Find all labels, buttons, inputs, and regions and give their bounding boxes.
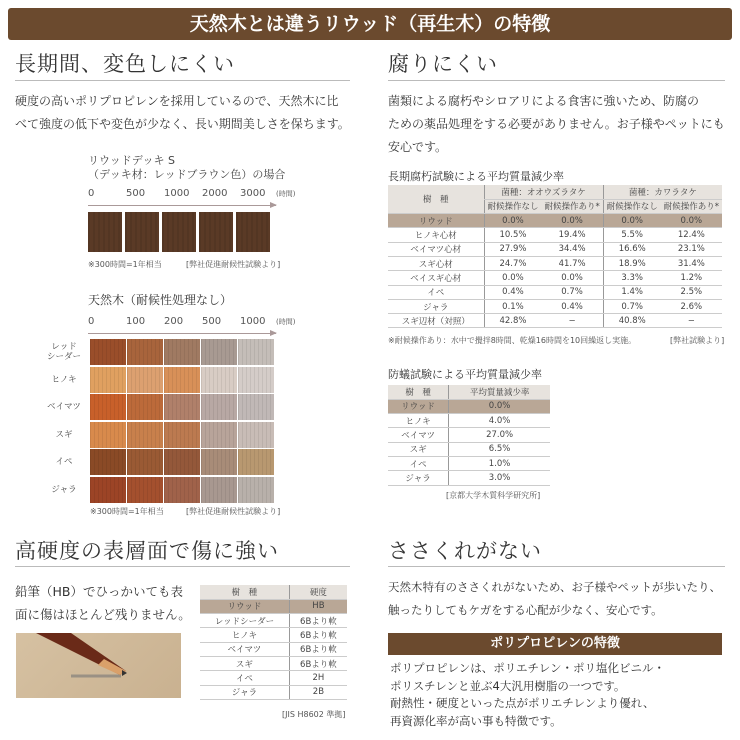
wood-sample — [90, 422, 126, 448]
wood-sample — [238, 449, 274, 475]
polypropylene-banner: ポリプロピレンの特徴 — [388, 633, 722, 655]
table-cell: ジャラ — [200, 685, 289, 699]
species-label: スギ — [55, 429, 73, 440]
tick-label: 100 — [126, 316, 146, 327]
deck-swatch — [199, 212, 233, 252]
wood-sample — [127, 422, 163, 448]
table-cell: 18.9% — [603, 256, 660, 270]
table-row — [200, 671, 347, 685]
section-text — [388, 576, 721, 622]
table-row — [388, 456, 550, 470]
table-cell: 24.7% — [484, 256, 541, 270]
section-heading-splinter: ささくれがない — [388, 539, 542, 563]
table-cell: 31.4% — [661, 256, 722, 270]
wood-sample — [90, 367, 126, 393]
wood-sample — [201, 339, 237, 365]
table-cell: ベイマツ — [200, 642, 289, 656]
table-cell: 0.0% — [449, 399, 550, 413]
table-cell: 2B — [289, 685, 347, 699]
text-line: ポリスチレンと並ぶ4大汎用樹脂の一つです。 — [390, 678, 626, 693]
natural-source: [弊社促進耐候性試験より] — [186, 507, 281, 516]
hardness-source: [JIS H8602 準拠] — [282, 710, 346, 719]
column-header: 樹 種 — [200, 585, 289, 599]
table-cell: 16.6% — [603, 242, 660, 256]
table-cell: ベイマツ — [388, 428, 449, 442]
table-row — [388, 228, 722, 242]
table-cell: スギ — [200, 656, 289, 670]
table-row — [388, 471, 550, 485]
divider — [15, 80, 350, 81]
table-row — [200, 599, 347, 613]
wood-sample — [201, 477, 237, 503]
table-cell: ヒノキ — [200, 628, 289, 642]
wood-sample — [127, 367, 163, 393]
termite-table — [388, 385, 550, 486]
wood-sample — [164, 422, 200, 448]
text-line: 触ったりしてもケガをする心配が少なく、安心です。 — [388, 603, 663, 617]
table-cell: リウッド — [388, 399, 449, 413]
section-text — [15, 90, 350, 136]
pencil-icon — [16, 633, 181, 698]
table-cell: 23.1% — [661, 242, 722, 256]
table-cell: 0.1% — [484, 299, 541, 313]
table-cell: HB — [289, 599, 347, 613]
table-cell: 2.5% — [661, 285, 722, 299]
wood-sample — [238, 422, 274, 448]
wood-sample — [90, 394, 126, 420]
table-cell: 1.4% — [603, 285, 660, 299]
deck-title-line: （デッキ材：レッドブラウン色）の場合 — [88, 168, 286, 181]
table-cell: リウッド — [200, 599, 289, 613]
table-cell: 27.9% — [484, 242, 541, 256]
table-cell: 0.0% — [603, 214, 660, 228]
wood-sample — [238, 477, 274, 503]
table-row — [388, 285, 722, 299]
table-cell: 6Bより軟 — [289, 642, 347, 656]
text-line: 鉛筆（HB）でひっかいても表 — [15, 584, 183, 599]
table-cell: 0.0% — [541, 214, 603, 228]
wood-sample — [127, 339, 163, 365]
table-cell: 12.4% — [661, 228, 722, 242]
table-row — [200, 656, 347, 670]
wood-sample — [127, 394, 163, 420]
table-row — [388, 271, 722, 285]
arrow-icon — [88, 333, 276, 334]
table-cell: 1.0% — [449, 456, 550, 470]
natural-note: ※300時間=1年相当 — [90, 507, 164, 516]
table-row — [388, 242, 722, 256]
table-row — [388, 299, 722, 313]
table-row — [388, 399, 550, 413]
table-cell: 0.4% — [484, 285, 541, 299]
column-header: 樹 種 — [388, 185, 484, 214]
text-line: べて強度の低下や変色が少なく、長い期間美しさを保ちます。 — [15, 117, 350, 131]
table-cell: 0.4% — [541, 299, 603, 313]
table-cell: ヒノキ — [388, 414, 449, 428]
divider — [388, 80, 725, 81]
table-cell: 6Bより軟 — [289, 656, 347, 670]
column-group-header: 菌種：カワラタケ — [603, 185, 722, 199]
wood-sample — [201, 367, 237, 393]
table-cell: 19.4% — [541, 228, 603, 242]
text-line: 面に傷はほとんど残りません。 — [15, 607, 191, 622]
wood-sample — [164, 394, 200, 420]
table-cell: 6Bより軟 — [289, 628, 347, 642]
table-cell: 2.6% — [661, 299, 722, 313]
wood-sample — [164, 367, 200, 393]
tick-label: 1000 — [240, 316, 266, 327]
tick-label: 3000 — [240, 188, 266, 199]
table-cell: 0.0% — [661, 214, 722, 228]
table-row — [388, 214, 722, 228]
table-cell: 10.5% — [484, 228, 541, 242]
table-cell: 27.0% — [449, 428, 550, 442]
deck-swatch — [236, 212, 270, 252]
decay-note: ※耐候操作あり：水中で攪拌8時間、乾燥16時間を10回繰返し実施。 — [388, 336, 637, 345]
unit-label: (時間) — [276, 190, 296, 198]
wood-sample — [201, 394, 237, 420]
tick-label: 0 — [88, 188, 95, 199]
table-cell: 1.2% — [661, 271, 722, 285]
table-cell: イペ — [388, 285, 484, 299]
table-cell: − — [661, 314, 722, 328]
table-cell: 34.4% — [541, 242, 603, 256]
column-header: 耐候操作なし — [603, 199, 660, 213]
species-label: ジャラ — [51, 484, 77, 495]
pencil-image — [16, 633, 181, 698]
decay-source: [弊社試験より] — [670, 336, 725, 345]
species-label: ヒノキ — [51, 374, 77, 385]
species-label: イペ — [55, 457, 73, 467]
wood-sample — [238, 367, 274, 393]
table-cell: 4.0% — [449, 414, 550, 428]
deck-time-axis — [88, 188, 298, 202]
table-cell: 0.0% — [484, 271, 541, 285]
table-cell: 0.0% — [484, 214, 541, 228]
tick-label: 1000 — [164, 188, 190, 199]
table-cell: レッドシーダー — [200, 614, 289, 628]
table-row — [388, 442, 550, 456]
table-cell: イペ — [388, 456, 449, 470]
section-heading-discoloration: 長期間、変色しにくい — [15, 52, 235, 76]
decay-table-title: 長期腐朽試験による平均質量減少率 — [388, 170, 564, 183]
column-header: 耐候操作あり* — [541, 199, 603, 213]
section-heading-rot: 腐りにくい — [388, 52, 498, 76]
table-row — [388, 414, 550, 428]
title-banner: 天然木とは違うリウッド（再生木）の特徴 — [8, 8, 732, 40]
wood-sample — [201, 449, 237, 475]
table-row — [388, 314, 722, 328]
column-group-header: 菌種：オオウズラタケ — [484, 185, 603, 199]
table-row — [200, 642, 347, 656]
table-cell: 6.5% — [449, 442, 550, 456]
deck-swatch — [88, 212, 122, 252]
table-cell: ベイマツ心材 — [388, 242, 484, 256]
column-header: 硬度 — [289, 585, 347, 599]
table-cell: イペ — [200, 671, 289, 685]
wood-sample — [164, 449, 200, 475]
wood-sample — [127, 477, 163, 503]
unit-label: (時間) — [276, 318, 296, 326]
table-row — [388, 256, 722, 270]
table-cell: 5.5% — [603, 228, 660, 242]
termite-table-title: 防蟻試験による平均質量減少率 — [388, 368, 542, 381]
column-header: 耐候操作あり* — [661, 199, 722, 213]
tick-label: 500 — [126, 188, 146, 199]
text-line: 硬度の高いポリプロピレンを採用しているので、天然木に比 — [15, 94, 339, 108]
table-row — [200, 614, 347, 628]
table-cell: ジャラ — [388, 299, 484, 313]
species-label: ベイマツ — [47, 402, 81, 412]
table-cell: 42.8% — [484, 314, 541, 328]
wood-sample — [201, 422, 237, 448]
table-cell: 2H — [289, 671, 347, 685]
table-cell: 0.0% — [541, 271, 603, 285]
table-cell: 0.7% — [541, 285, 603, 299]
wood-sample — [164, 339, 200, 365]
table-cell: 41.7% — [541, 256, 603, 270]
divider — [15, 566, 350, 567]
wood-sample — [90, 477, 126, 503]
termite-source: [京都大学木質科学研究所] — [446, 491, 541, 500]
table-row — [200, 685, 347, 699]
table-cell: 6Bより軟 — [289, 614, 347, 628]
text-line: ための薬品処理をする必要がありません。お子様やペットにも — [388, 117, 725, 131]
hardness-table — [200, 585, 347, 700]
text-line: 菌類による腐朽やシロアリによる食害に強いため、防腐の — [388, 94, 700, 108]
natural-time-axis — [88, 316, 298, 330]
table-cell: リウッド — [388, 214, 484, 228]
deck-swatch — [125, 212, 159, 252]
decay-table — [388, 185, 722, 328]
section-heading-hardness: 高硬度の表層面で傷に強い — [15, 539, 279, 563]
table-cell: ジャラ — [388, 471, 449, 485]
polypropylene-text — [390, 660, 665, 730]
text-line: 耐熱性・硬度といった点がポリエチレンより優れ、 — [390, 696, 655, 710]
column-header: 樹 種 — [388, 385, 449, 399]
arrow-icon — [88, 205, 276, 206]
table-cell: 0.7% — [603, 299, 660, 313]
table-cell: スギ — [388, 442, 449, 456]
table-cell: スギ辺材（対照） — [388, 314, 484, 328]
text-line: 天然木特有のささくれがないため、お子様やペットが歩いたり、 — [388, 580, 722, 594]
tick-label: 500 — [202, 316, 222, 327]
wood-sample — [90, 339, 126, 365]
table-cell: 3.0% — [449, 471, 550, 485]
deck-title-line: リウッドデッキ S — [88, 154, 176, 167]
table-cell: 3.3% — [603, 271, 660, 285]
tick-label: 200 — [164, 316, 184, 327]
table-cell: − — [541, 314, 603, 328]
wood-sample — [164, 477, 200, 503]
table-cell: 40.8% — [603, 314, 660, 328]
deck-note: ※300時間=1年相当 — [88, 260, 162, 269]
text-line: 安心です。 — [388, 140, 448, 154]
deck-source: [弊社促進耐候性試験より] — [186, 260, 281, 269]
deck-swatch — [162, 212, 196, 252]
natural-wood-title: 天然木（耐候性処理なし） — [88, 293, 233, 307]
wood-sample — [238, 394, 274, 420]
deck-title — [88, 154, 285, 182]
wood-sample — [127, 449, 163, 475]
wood-sample — [90, 449, 126, 475]
tick-label: 2000 — [202, 188, 228, 199]
table-row — [388, 428, 550, 442]
divider — [388, 566, 725, 567]
text-line: 再資源化率が高い事も特徴です。 — [390, 713, 562, 728]
section-text — [15, 580, 191, 626]
table-cell: スギ心材 — [388, 256, 484, 270]
table-cell: ベイスギ心材 — [388, 271, 484, 285]
section-text — [388, 90, 725, 159]
species-label: レッド シーダー — [46, 342, 81, 362]
wood-sample — [238, 339, 274, 365]
text-line: ポリプロピレンは、ポリエチレン・ポリ塩化ビニル・ — [390, 661, 665, 675]
column-header: 平均質量減少率 — [449, 385, 550, 399]
table-row — [200, 628, 347, 642]
column-header: 耐候操作なし — [484, 199, 541, 213]
table-cell: ヒノキ心材 — [388, 228, 484, 242]
tick-label: 0 — [88, 316, 95, 327]
